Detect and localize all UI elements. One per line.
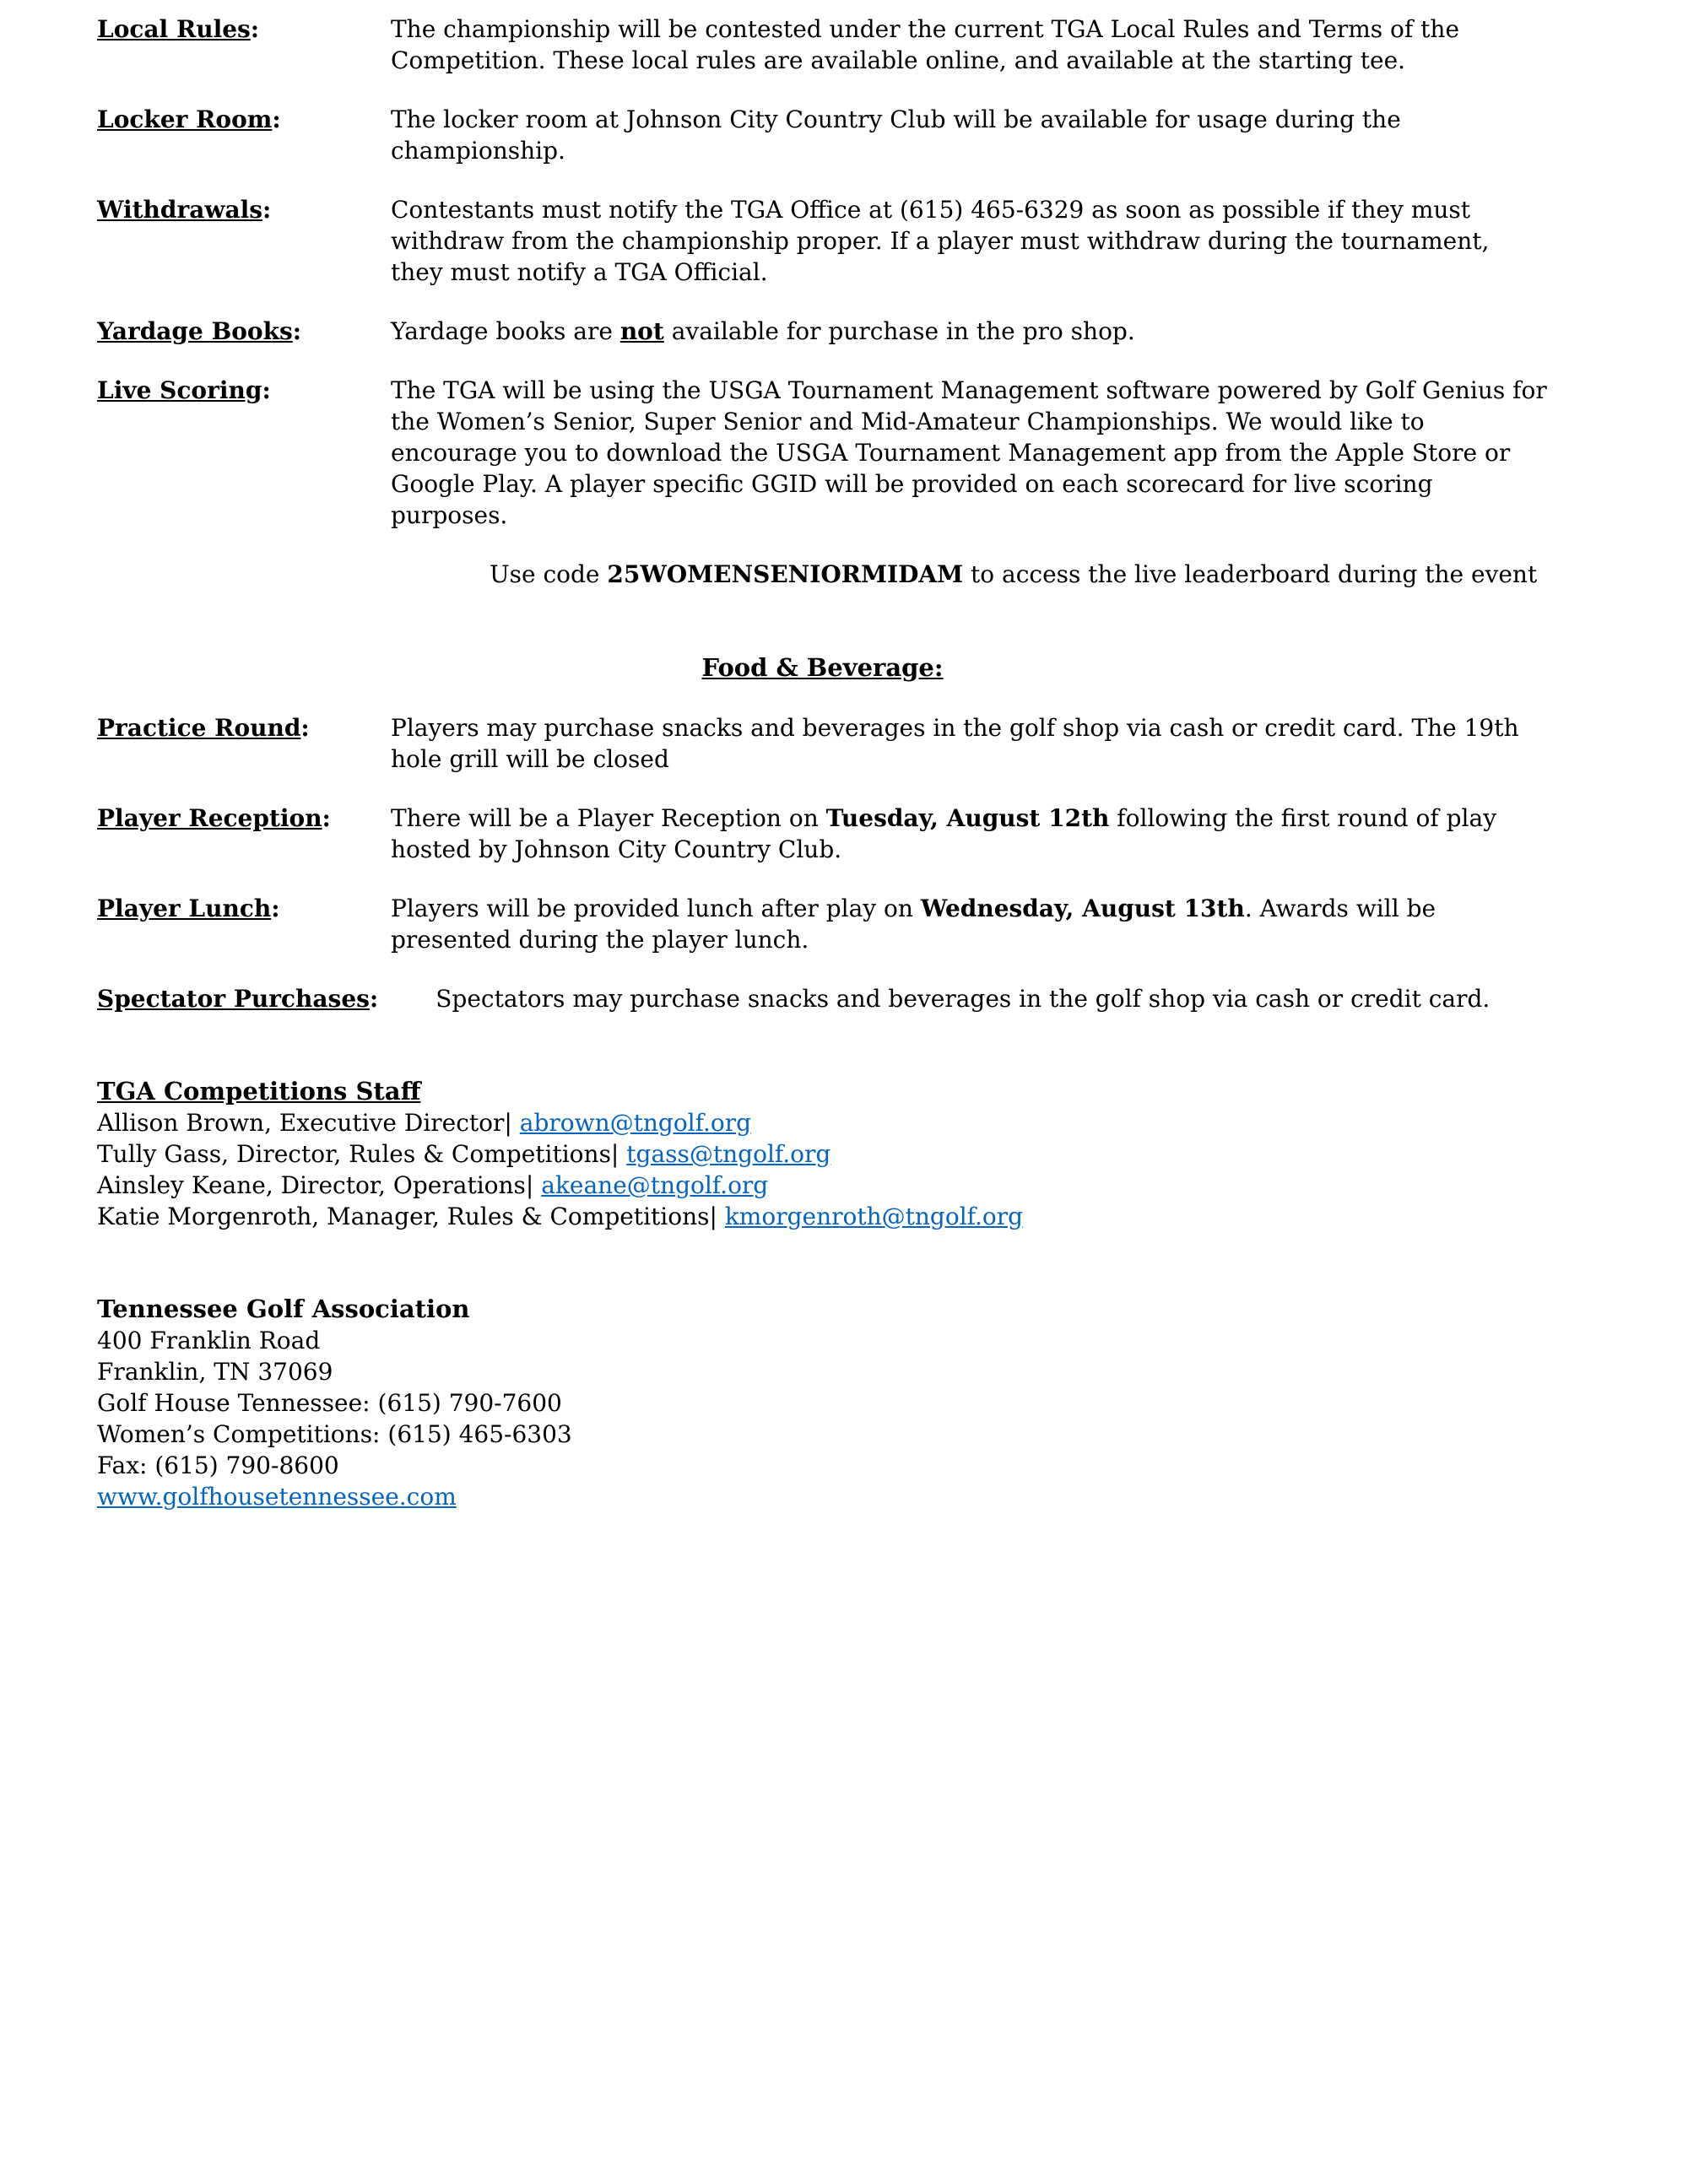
association-phone-line: Women’s Competitions: (615) 465-6303: [97, 1420, 572, 1448]
website-link[interactable]: www.golfhousetennessee.com: [97, 1483, 457, 1511]
row-label-spectator-purchases: [97, 983, 378, 1014]
row-body-text: Players may purchase snacks and beverages in the golf shop via cash or credit card. The 19th hole grill will be closed: [391, 714, 1519, 773]
row-label-text: Yardage Books: [97, 317, 293, 345]
email-link-tgass[interactable]: tgass@tngolf.org: [626, 1140, 831, 1168]
row-body-text: Yardage books are: [391, 317, 620, 345]
row-body-text: The championship will be contested under the current TGA Local Rules and Terms of the Competition. These local rules are available online, and available at the starting tee.: [391, 15, 1460, 74]
row-label-text: Practice Round: [97, 714, 301, 742]
row-text-yardage-books: [391, 316, 1548, 347]
row-label-text: Live Scoring: [97, 376, 262, 404]
use-code-suffix: to access the live leaderboard during the event: [963, 560, 1538, 588]
live-leaderboard-code-line: [490, 559, 1548, 590]
association-website-line: [97, 1481, 1548, 1512]
leaderboard-code: 25WOMENSENIORMIDAM: [607, 560, 964, 588]
row-label-text: Local Rules: [97, 15, 251, 43]
emphasized-not: not: [619, 317, 664, 345]
staff-member-name-title: Allison Brown, Executive Director|: [97, 1109, 520, 1137]
row-text-practice-round: [391, 712, 1548, 775]
row-label-colon: :: [262, 376, 271, 404]
row-label-text: Player Reception: [97, 804, 322, 832]
row-label-text: Locker Room: [97, 105, 273, 133]
staff-heading-text: TGA Competitions Staff: [97, 1077, 421, 1106]
row-label-colon: :: [292, 317, 302, 345]
info-row-local-rules: [97, 14, 1548, 76]
info-row-live-scoring: [97, 375, 1548, 531]
row-body-text: available for purchase in the pro shop.: [663, 317, 1135, 345]
info-row-withdrawals: [97, 194, 1548, 288]
row-label-colon: :: [300, 714, 310, 742]
row-body-text: Contestants must notify the TGA Office at (615) 465-6329 as soon as possible if they must withdraw from the championship proper. If a player must withdraw during the tournament, they must notify a TGA Official.: [391, 196, 1490, 286]
email-link-akeane[interactable]: akeane@tngolf.org: [541, 1171, 769, 1199]
email-link-abrown[interactable]: abrown@tngolf.org: [519, 1109, 752, 1137]
row-label-text: Player Lunch: [97, 895, 272, 922]
staff-member-line: [97, 1107, 1548, 1138]
row-label-colon: :: [250, 15, 260, 43]
row-body-text: following the first round of play hosted by Johnson City Country Club.: [391, 804, 1497, 863]
row-label-practice-round: [97, 712, 391, 775]
info-row-locker-room: [97, 104, 1548, 166]
row-body-text: The locker room at Johnson City Country Club will be available for usage during the championship.: [391, 105, 1401, 165]
row-text-player-reception: [391, 803, 1548, 865]
association-fax-line: Fax: (615) 790-8600: [97, 1451, 339, 1479]
staff-member-line: [97, 1201, 1548, 1232]
association-address-line: Franklin, TN 37069: [97, 1358, 333, 1386]
staff-section-heading: [97, 1075, 1548, 1107]
row-label-colon: :: [271, 895, 280, 922]
use-code-prefix: Use code: [490, 560, 608, 588]
row-body-text: The TGA will be using the USGA Tournament Management software powered by Golf Genius for the Women’s Senior, Super Senior and Mid-Amateur Championships. We would like to encourage you to download the USGA Tournament Management app from the Apple Store or Google Play. A player specific GGID will be provided on each scorecard for live scoring purposes.: [391, 376, 1547, 529]
row-label-text: Withdrawals: [97, 196, 262, 224]
reception-date: Tuesday, August 12th: [825, 804, 1110, 832]
row-label-yardage-books: [97, 316, 391, 347]
row-text-locker-room: [391, 104, 1548, 166]
row-label-player-reception: [97, 803, 391, 865]
row-label-locker-room: [97, 104, 391, 166]
row-text-withdrawals: [391, 194, 1548, 288]
row-text-spectator-purchases: [436, 983, 1548, 1014]
row-body-text: Players will be provided lunch after play on: [391, 895, 921, 922]
row-text-local-rules: [391, 14, 1548, 76]
food-beverage-heading-text: Food & Beverage:: [701, 653, 944, 682]
association-phone-line: Golf House Tennessee: (615) 790-7600: [97, 1389, 562, 1417]
info-row-spectator-purchases: [97, 983, 1548, 1014]
association-heading: Tennessee Golf Association: [97, 1295, 470, 1323]
staff-member-name-title: Tully Gass, Director, Rules & Competitions|: [97, 1140, 627, 1168]
row-text-player-lunch: [391, 893, 1548, 955]
row-text-live-scoring: [391, 375, 1548, 531]
row-label-live-scoring: [97, 375, 391, 531]
row-label-player-lunch: [97, 893, 391, 955]
row-body-text: . Awards will be presented during the player lunch.: [391, 895, 1436, 954]
staff-section: [97, 1075, 1548, 1232]
food-beverage-heading: [97, 651, 1548, 684]
info-row-practice-round: [97, 712, 1548, 775]
row-label-local-rules: [97, 14, 391, 76]
row-label-colon: :: [272, 105, 281, 133]
staff-member-line: [97, 1138, 1548, 1170]
row-label-colon: :: [262, 196, 272, 224]
staff-member-name-title: Katie Morgenroth, Manager, Rules & Competitions|: [97, 1203, 725, 1230]
row-label-withdrawals: [97, 194, 391, 288]
row-label-text: Spectator Purchases: [97, 985, 370, 1013]
staff-member-line: [97, 1170, 1548, 1201]
info-row-yardage-books: [97, 316, 1548, 347]
staff-member-name-title: Ainsley Keane, Director, Operations|: [97, 1171, 542, 1199]
row-label-colon: :: [369, 985, 379, 1013]
row-body-text: There will be a Player Reception on: [391, 804, 826, 832]
lunch-date: Wednesday, August 13th: [920, 895, 1245, 922]
association-section: [97, 1293, 1548, 1512]
row-label-colon: :: [322, 804, 331, 832]
association-address-line: 400 Franklin Road: [97, 1327, 321, 1354]
email-link-kmorgenroth[interactable]: kmorgenroth@tngolf.org: [724, 1203, 1024, 1230]
info-row-player-lunch: [97, 893, 1548, 955]
info-row-player-reception: [97, 803, 1548, 865]
row-body-text: Spectators may purchase snacks and beverages in the golf shop via cash or credit card.: [436, 985, 1491, 1013]
